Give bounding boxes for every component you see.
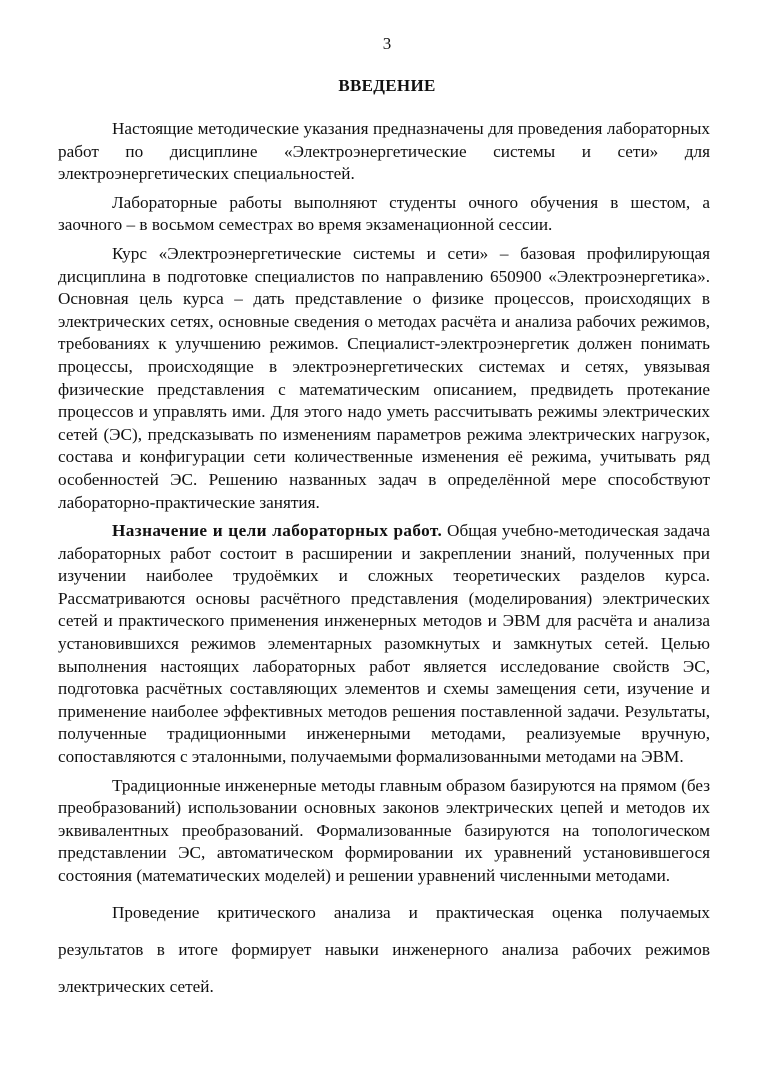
paragraph-intro: Настоящие методические указания предназначены для проведения лабораторных работ по дисциплине «Электроэнергетические системы и сети» для электроэнергетических специальностей. — [58, 119, 710, 184]
purpose-lead: Назначение и цели лабораторных работ. — [112, 521, 443, 541]
paragraph-course: Курс «Электроэнергетические системы и сети» – базовая профилирующая дисциплина в подготовке специалистов по направлению 650900 «Электроэнергетика». Основная цель курса – дать представление о физике процессов, происходящих в электрических сетях, основные сведения о методах расчёта и анализа рабочих режимов, требованиях к улучшению режимов. Специалист-электроэнергетик должен понимать процессы, происходящие в электроэнергетических системах и сетях, увязывая физические представления с математическим описанием, предвидеть протекание процессов и управлять ими. Для этого надо уметь рассчитывать режимы электрических сетей (ЭС), предсказывать по изменениям параметров режима электрических нагрузок, состава и конфигурации сети количественные изменения её режима, учитывать ряд особенностей ЭС. Решению названных задач в определённой мере способствуют лабораторно-практические занятия. — [58, 243, 710, 512]
page-number: 3 — [382, 34, 392, 53]
paragraph-purpose — [58, 520, 710, 769]
paragraph-students: Лабораторные работы выполняют студенты очного обучения в шестом, а заочного – в восьмом семестрах во время экзаменационной сессии. — [58, 192, 710, 235]
page-title: ВВЕДЕНИЕ — [338, 76, 436, 95]
purpose-text: Общая учебно-методическая задача лабораторных работ состоит в расширении и закреплении знаний, полученных при изучении наиболее трудоёмких и сложных теоретических разделов курса. Рассматриваются основы расчётного представления (моделирования) электрических сетей и практического применения инженерных методов и ЭВМ для расчёта и анализа установившихся режимов элементарных разомкнутых и замкнутых сетей. Целью выполнения настоящих лабораторных работ является исследование свойств ЭС, подготовка расчётных составляющих элементов и схемы замещения сети, изучение и применение наиболее эффективных методов решения поставленной задачи. Результаты, полученные традиционными инженерными методами, реализуемые вручную, сопоставляются с эталонными, получаемыми формализованными методами на ЭВМ. — [58, 521, 710, 767]
paragraph-final: Проведение критического анализа и практическая оценка получаемых результатов в итоге формирует навыки инженерного анализа рабочих режимов электрических сетей. — [58, 902, 710, 996]
paragraph-methods: Традиционные инженерные методы главным образом базируются на прямом (без преобразований) использовании основных законов электрических цепей и методов их эквивалентных преобразований. Формализованные базируются на топологическом представлении ЭС, автоматическом формировании их уравнений установившегося состояния (математических моделей) и решении уравнений численными методами. — [58, 775, 710, 885]
document-body — [58, 118, 710, 1011]
